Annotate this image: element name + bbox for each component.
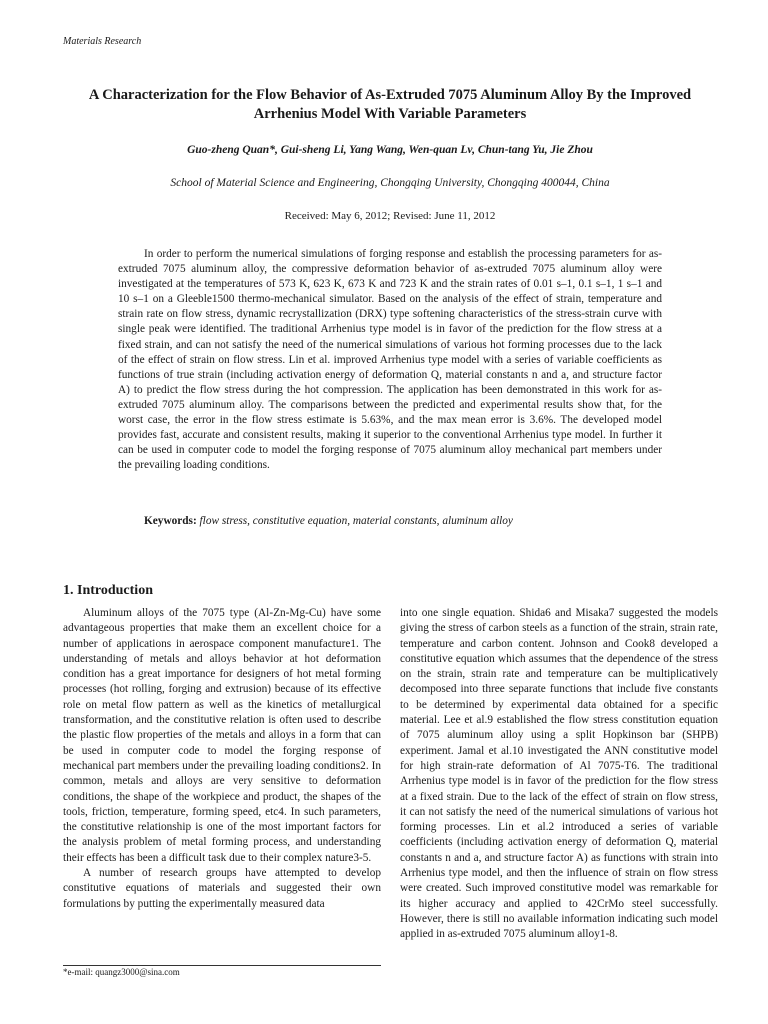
keywords-text: flow stress, constitutive equation, material constants, aluminum alloy (199, 515, 513, 527)
right-column (400, 606, 718, 943)
abstract: In order to perform the numerical simulations of forging response and establish the processing parameters for as-extruded 7075 aluminum alloy, the compressive deformation behavior of as-extruded 7075 aluminum alloy were investigated at the temperatures of 573 K, 623 K, 673 K and 723 K and the strain rates of 0.01 s–1, 0.1 s–1, 1 s–1 and 10 s–1 on a Gleeble1500 thermo-mechanical simulator. Based on the analysis of the effect of strain, temperature and strain rate on flow stress, dynamic recrystallization (DRX) type softening characteristics of the stress-strain curve with single peak were identified. The traditional Arrhenius type model is in favor of the prediction for the flow stress at a fixed strain, and can not satisfy the need of the numerical simulations of various hot forming processes due to the lack of the effect of strain on flow stress. Lin et al. improved Arrhenius type model with a series of variable coefficients as functions of true strain (including activation energy of deformation Q, material constants n and a, and structure factor A) to predict the flow stress during the hot compression. The application has been demonstrated in this work for as-extruded 7075 aluminum alloy. The comparisons between the predicted and experimental results show that, for the worst case, the error in the flow stress estimate is 5.63%, and the max mean error is 3.6%. The developed model provides fast, accurate and consistent results, making it superior to the conventional Arrhenius type model. In further it can be used in computer code to model the forging response of 7075 aluminum alloy mechanical part members under the prevailing loading conditions. (118, 248, 662, 472)
received-dates: Received: May 6, 2012; Revised: June 11, 2012 (284, 210, 496, 222)
journal-name: Materials Research (63, 36, 142, 47)
keywords-label: Keywords: (144, 515, 197, 527)
intro-paragraph-3: into one single equation. Shida6 and Misaka7 suggested the models giving the stress of carbon steels as a function of the strain, strain rate, temperature and carbon content. Johnson and Cook8 developed a constitutive equation which assumes that the dependence of the stress on the strain, strain rate and temperature can be multiplicatively decomposed into three separate functions that include five constants to be determined by experimental data obtained for a specific material. Lee et al.9 established the flow stress constitution equation of 7075 aluminum alloy using a split Hopkinson bar (SHPB) experiment. Jamal et al.10 investigated the ANN constitutive model for high strain-rate deformation of Al 7075-T6. The traditional Arrhenius type model is in favor of the prediction for the flow stress at a fixed strain. Due to the lack of the effect of strain on flow stress, it can not satisfy the need of the numerical simulations of various hot forming processes. Lin et al.2 introduced a series of variable coefficients (including activation energy of deformation Q, material constants n and a, and structure factor A) as functions with strain into Arrhenius type model, and then the influence of strain on flow stress were created. Such improved constitutive model was remarkable for its higher accuracy and applied to 42CrMo steel successfully. However, there is still no available information indicating such model applied in as-extruded 7075 aluminum alloy1-8. (400, 607, 718, 941)
footnote-divider (63, 965, 381, 966)
author-list: Guo-zheng Quan*, Gui-sheng Li, Yang Wang, Wen-quan Lv, Chun-tang Yu, Jie Zhou (187, 144, 593, 156)
section-heading-introduction: 1. Introduction (63, 583, 153, 598)
intro-paragraph-2: A number of research groups have attempted to develop constitutive equations of materials and suggested their own formulations by putting the experimentally measured data (63, 867, 381, 910)
left-column (63, 606, 381, 912)
footnote-email: *e-mail: quangz3000@sina.com (63, 967, 180, 977)
paper-title: A Characterization for the Flow Behavior of As-Extruded 7075 Aluminum Alloy By the Improved Arrhenius Model With Variable Parameters (88, 87, 692, 122)
affiliation: School of Material Science and Engineering, Chongqing University, Chongqing 400044, China (170, 177, 610, 189)
keywords (144, 515, 664, 527)
intro-paragraph-1: Aluminum alloys of the 7075 type (Al-Zn-Mg-Cu) have some advantageous properties that make them an excellent choice for a number of applications in aerospace component manufacture1. The understanding of metals and alloys behavior at hot deformation condition has a great importance for designers of hot metal forming processes (hot rolling, forging and extrusion) because of its effective role on metal flow pattern as well as the kinetics of metallurgical transformation, and the constitutive relation is often used to describe the plastic flow properties of the metals and alloys in a form that can be used in computer code to model the forging response of mechanical part members under the prevailing loading conditions2. In common, metals and alloys are very sensitive to deformation conditions, the shape of the workpiece and product, the shapes of the tools, friction, temperature, forming speed, etc4. In such parameters, the constitutive relationship is one of the most important factors for the analysis problem of metal forming process, and understanding their effects has been a difficult task due to their complex nature3-5. (63, 607, 381, 864)
